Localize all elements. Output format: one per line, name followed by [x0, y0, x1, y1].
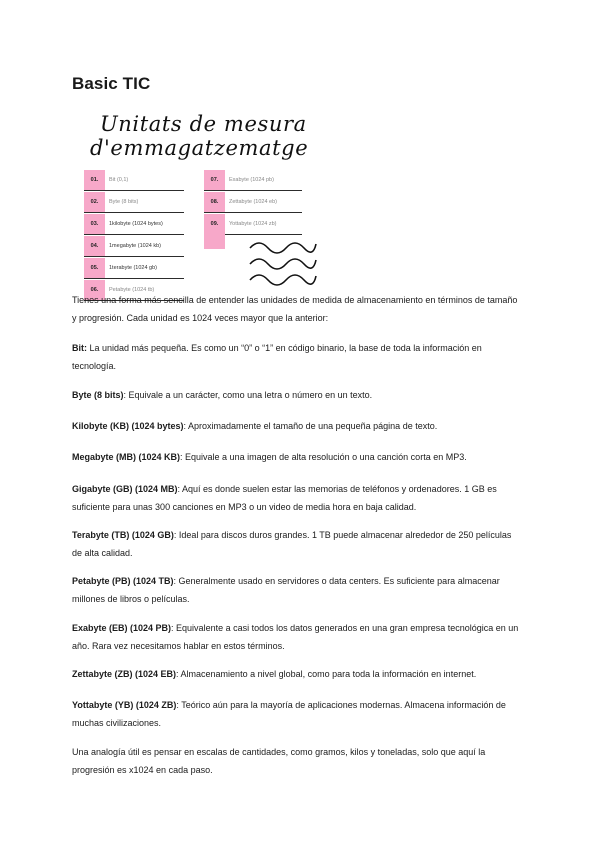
definition-text: : Generalmente usado en servidores o data centers. Es suficiente para almacenar millones de libros o películas.	[72, 576, 500, 604]
unit-row	[84, 192, 184, 213]
unit-row	[84, 170, 184, 191]
definition-term: Byte (8 bits)	[72, 390, 124, 400]
unit-row	[84, 258, 184, 279]
unit-label: Exabyte (1024 pb)	[229, 177, 274, 183]
units-list-right	[204, 170, 302, 236]
definition-term: Kilobyte (KB) (1024 bytes)	[72, 421, 184, 431]
unit-number: 09.	[204, 214, 225, 234]
unit-number: 04.	[84, 236, 105, 256]
definition-text: : Almacenamiento a nivel global, como para toda la información en internet.	[176, 669, 477, 679]
definition-term: Terabyte (TB) (1024 GB)	[72, 530, 174, 540]
image-heading-line1: Unitats de mesura	[100, 112, 307, 136]
unit-label: 1kilobyte (1024 bytes)	[109, 221, 163, 227]
page-title: Basic TIC	[72, 74, 151, 93]
definition-term: Exabyte (EB) (1024 PB)	[72, 623, 172, 633]
definition-text: : Aquí es donde suelen estar las memorias de teléfonos y ordenadores. 1 GB es suficiente para unas 300 canciones en MP3 o un video de media hora en baja calidad.	[72, 484, 497, 512]
unit-number: 05.	[84, 258, 105, 278]
definition-item	[72, 527, 522, 562]
definition-item	[72, 620, 522, 655]
definition-item	[72, 449, 522, 467]
definition-item	[72, 666, 522, 684]
unit-label: Bit (0,1)	[109, 177, 129, 183]
unit-row	[204, 170, 302, 191]
definition-text: : Ideal para discos duros grandes. 1 TB puede almacenar alrededor de 250 películas de alta calidad.	[72, 530, 512, 558]
definition-item	[72, 340, 522, 375]
unit-number: 02.	[84, 192, 105, 212]
unit-row	[84, 236, 184, 257]
wave-decoration-icon	[248, 240, 318, 288]
definition-item	[72, 573, 522, 608]
unit-label: Yottabyte (1024 zb)	[229, 221, 277, 227]
unit-number: 07.	[204, 170, 225, 190]
definition-item	[72, 481, 522, 516]
unit-label: Petabyte (1024 tb)	[109, 287, 155, 293]
unit-label: 1megabyte (1024 kb)	[109, 243, 161, 249]
unit-label: Byte (8 bits)	[109, 199, 139, 205]
closing-paragraph: Una analogía útil es pensar en escalas de cantidades, como gramos, kilos y toneladas, solo que aquí la progresión es x1024 en cada paso.	[72, 747, 486, 775]
intro-paragraph: Tienes una forma más sencilla de entender las unidades de medida de almacenamiento en términos de tamaño y progresión. Cada unidad es 1024 veces mayor que la anterior:	[72, 295, 518, 323]
unit-label: Zettabyte (1024 eb)	[229, 199, 278, 205]
unit-row	[204, 192, 302, 213]
definition-text: : Equivale a una imagen de alta resolución o una canción corta en MP3.	[180, 452, 467, 462]
unit-number: 01.	[84, 170, 105, 190]
unit-row	[204, 214, 302, 235]
image-heading-line2: d'emmagatzematge	[90, 136, 309, 160]
definition-term: Yottabyte (YB) (1024 ZB)	[72, 700, 177, 710]
units-list-left	[84, 170, 184, 302]
definition-term: Gigabyte (GB) (1024 MB)	[72, 484, 178, 494]
unit-label: 1terabyte (1024 gb)	[109, 265, 158, 271]
definition-text: : Aproximadamente el tamaño de una pequeña página de texto.	[183, 421, 438, 431]
unit-number: 08.	[204, 192, 225, 212]
definition-term: Petabyte (PB) (1024 TB)	[72, 576, 174, 586]
definition-term: Bit:	[72, 343, 87, 353]
definition-text: : Teórico aún para la mayoría de aplicaciones modernas. Almacena información de muchas civilizaciones.	[72, 700, 506, 728]
unit-number: 06.	[84, 280, 105, 300]
definition-text: : Equivale a un carácter, como una letra o número en un texto.	[123, 390, 373, 400]
definition-text: La unidad más pequeña. Es como un “0” o “1” en código binario, la base de toda la información en tecnología.	[72, 343, 482, 371]
unit-row	[84, 214, 184, 235]
definition-text: : Equivalente a casi todos los datos generados en una gran empresa tecnológica en un año. Rara vez necesitamos hablar en estos términos.	[72, 623, 519, 651]
definition-term: Megabyte (MB) (1024 KB)	[72, 452, 181, 462]
definition-item	[72, 387, 522, 405]
unit-number: 03.	[84, 214, 105, 234]
definition-item	[72, 418, 522, 436]
pink-accent-block	[204, 233, 225, 249]
definition-item	[72, 697, 522, 732]
definition-term: Zettabyte (ZB) (1024 EB)	[72, 669, 177, 679]
